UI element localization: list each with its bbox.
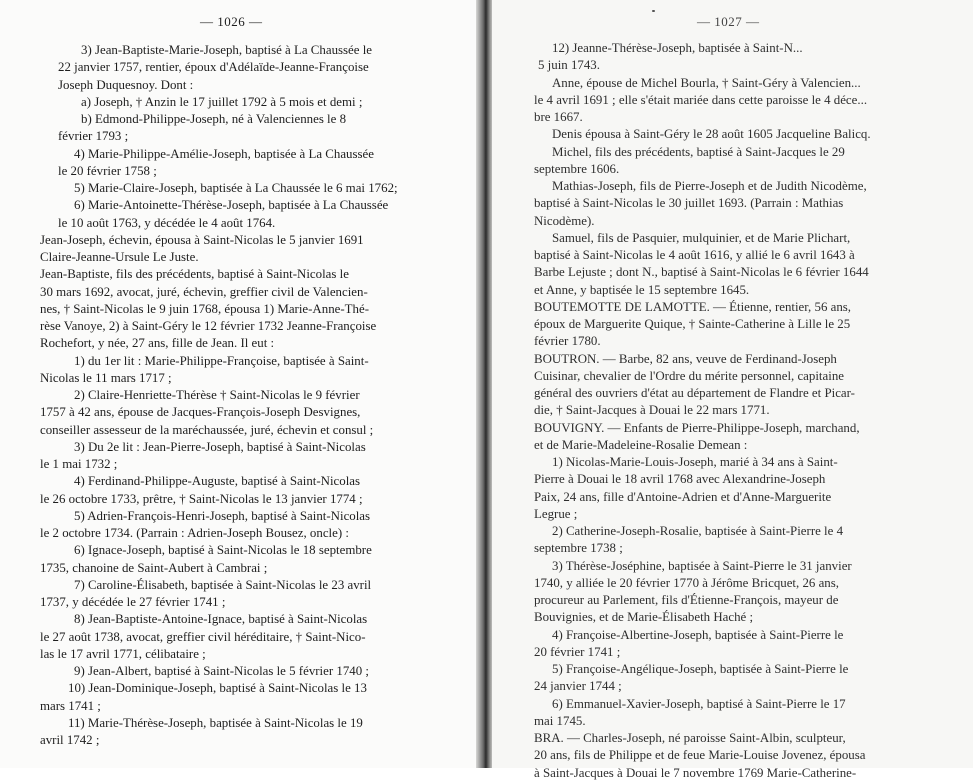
text-line: 1735, chanoine de Saint-Aubert à Cambrai ; bbox=[40, 560, 268, 575]
text-line: 7) Caroline-Élisabeth, baptisée à Saint-Nicolas le 23 avril bbox=[74, 577, 372, 592]
text-line: nes, † Saint-Nicolas le 9 juin 1768, épousa 1) Marie-Anne-Thé- bbox=[40, 301, 369, 316]
text-line: 10) Jean-Dominique-Joseph, baptisé à Saint-Nicolas le 13 bbox=[68, 681, 367, 696]
text-line: 8) Jean-Baptiste-Antoine-Ignace, baptisé à Saint-Nicolas bbox=[74, 612, 368, 627]
text-line: 1740, y alliée le 20 février 1770 à Jérôme Bricquet, 26 ans, bbox=[534, 575, 839, 590]
text-line: 1) Nicolas-Marie-Louis-Joseph, marié à 34 ans à Saint- bbox=[552, 455, 838, 469]
right-page bbox=[492, 0, 973, 780]
text-line: 1737, y décédée le 27 février 1741 ; bbox=[40, 595, 226, 609]
text-line: le 26 octobre 1733, prêtre, † Saint-Nicolas le 13 janvier 1774 ; bbox=[40, 491, 363, 506]
text-line: le 20 février 1758 ; bbox=[58, 163, 157, 178]
text-line: baptisé à Saint-Nicolas le 4 août 1616, y allié le 6 avril 1643 à bbox=[534, 248, 855, 262]
text-line: 6) Marie-Antoinette-Thérèse-Joseph, baptisée à La Chaussée bbox=[74, 198, 389, 213]
text-line: Cuisinar, chevalier de l'Ordre du mérite personnel, capitaine bbox=[534, 368, 844, 383]
text-line: 2) Claire-Henriette-Thérèse † Saint-Nicolas le 9 février bbox=[74, 388, 360, 402]
text-line: septembre 1738 ; bbox=[534, 541, 623, 556]
text-line: mars 1741 ; bbox=[40, 698, 101, 713]
text-line: le 1 mai 1732 ; bbox=[40, 457, 118, 471]
left-page-number: — 1026 — bbox=[200, 14, 263, 29]
text-line: las le 17 avril 1771, célibataire ; bbox=[40, 646, 206, 661]
text-line: 1) du 1er lit : Marie-Philippe-Françoise, baptisée à Saint- bbox=[74, 353, 369, 368]
text-line: février 1780. bbox=[534, 334, 601, 349]
text-line: février 1793 ; bbox=[58, 129, 129, 144]
text-line: rèse Vanoye, 2) à Saint-Géry le 12 février 1732 Jeanne-Françoise bbox=[40, 319, 377, 333]
text-line: Pierre à Douai le 18 avril 1768 avec Alexandrine-Joseph bbox=[534, 472, 826, 487]
text-line: mai 1745. bbox=[534, 713, 586, 728]
text-line: 6) Emmanuel-Xavier-Joseph, baptisé à Saint-Pierre le 17 bbox=[552, 696, 846, 711]
text-line: procureur au Parlement, fils d'Étienne-François, mayeur de bbox=[534, 593, 839, 607]
text-line: 1757 à 42 ans, épouse de Jacques-François-Joseph Desvignes, bbox=[40, 405, 361, 420]
text-line: BOUTEMOTTE DE LAMOTTE. — Étienne, rentier, 56 ans, bbox=[534, 299, 852, 314]
text-line: 20 ans, fils de Philippe et de feue Marie-Louise Jovenez, épousa bbox=[534, 748, 866, 763]
text-line: BRA. — Charles-Joseph, né paroisse Saint-Albin, sculpteur, bbox=[534, 731, 846, 745]
text-line: Barbe Lejuste ; dont N., baptisé à Saint-Nicolas le 6 février 1644 bbox=[534, 265, 869, 280]
text-line: 6) Ignace-Joseph, baptisé à Saint-Nicolas le 18 septembre bbox=[74, 543, 372, 558]
text-line: die, † Saint-Jacques à Douai le 22 mars 1771. bbox=[534, 403, 770, 418]
text-line: 30 mars 1692, avocat, juré, échevin, greffier civil de Valencien- bbox=[40, 284, 368, 299]
right-page-text bbox=[512, 40, 912, 782]
text-line: bre 1667. bbox=[534, 110, 583, 124]
text-line: septembre 1606. bbox=[534, 161, 620, 176]
text-line: Samuel, fils de Pasquier, mulquinier, et de Marie Plichart, bbox=[552, 230, 851, 245]
text-line: conseiller assesseur de la maréchaussée, juré, échevin et consul ; bbox=[40, 422, 374, 437]
text-line: BOUTRON. — Barbe, 82 ans, veuve de Ferdinand-Joseph bbox=[534, 351, 837, 366]
right-page-number: — 1027 — bbox=[697, 14, 760, 29]
text-line: Paix, 24 ans, fille d'Antoine-Adrien et d'Anne-Marguerite bbox=[534, 489, 832, 504]
text-line: BOUVIGNY. — Enfants de Pierre-Philippe-Joseph, marchand, bbox=[534, 420, 860, 435]
text-line: et de Marie-Madeleine-Rosalie Demean : bbox=[534, 437, 748, 452]
text-line: 4) Marie-Philippe-Amélie-Joseph, baptisée à La Chaussée bbox=[74, 146, 374, 161]
text-line: 9) Jean-Albert, baptisé à Saint-Nicolas le 5 février 1740 ; bbox=[74, 664, 369, 678]
text-line: Jean-Joseph, échevin, épousa à Saint-Nicolas le 5 janvier 1691 bbox=[40, 232, 364, 247]
text-line: 4) Ferdinand-Philippe-Auguste, baptisé à Saint-Nicolas bbox=[74, 474, 361, 489]
text-line: Denis épousa à Saint-Géry le 28 août 1605 Jacqueline Balicq. bbox=[552, 127, 871, 142]
text-line: b) Edmond-Philippe-Joseph, né à Valenciennes le 8 bbox=[81, 112, 347, 126]
text-line: 11) Marie-Thérèse-Joseph, baptisée à Saint-Nicolas le 19 bbox=[68, 715, 363, 730]
text-line: 24 janvier 1744 ; bbox=[534, 679, 622, 694]
text-line: 2) Catherine-Joseph-Rosalie, baptisée à Saint-Pierre le 4 bbox=[552, 524, 844, 538]
text-line: Bouvignies, et de Marie-Élisabeth Haché ; bbox=[534, 610, 754, 625]
text-line: Joseph Duquesnoy. Dont : bbox=[58, 77, 194, 92]
text-line: Anne, épouse de Michel Bourla, † Saint-Géry à Valencien... bbox=[552, 75, 861, 90]
text-line: Mathias-Joseph, fils de Pierre-Joseph et de Judith Nicodème, bbox=[552, 179, 867, 193]
text-line: Nicodème). bbox=[534, 213, 595, 228]
text-line: le 2 octobre 1734. (Parrain : Adrien-Joseph Bousez, oncle) : bbox=[40, 526, 349, 540]
text-line: 3) Du 2e lit : Jean-Pierre-Joseph, baptisé à Saint-Nicolas bbox=[74, 439, 366, 454]
text-line: 3) Jean-Baptiste-Marie-Joseph, baptisé à La Chaussée le bbox=[81, 43, 373, 57]
text-line: a) Joseph, † Anzin le 17 juillet 1792 à 5 mois et demi ; bbox=[81, 94, 363, 109]
text-line: 5 juin 1743. bbox=[538, 58, 600, 73]
text-line: époux de Marguerite Quique, † Sainte-Catherine à Lille le 25 bbox=[534, 317, 851, 331]
text-line: à Saint-Jacques à Douai le 7 novembre 1769 Marie-Catherine- bbox=[534, 765, 857, 780]
text-line: Claire-Jeanne-Ursule Le Juste. bbox=[40, 250, 199, 264]
text-line: 5) Françoise-Angélique-Joseph, baptisée à Saint-Pierre le bbox=[552, 662, 849, 676]
text-line: 20 février 1741 ; bbox=[534, 644, 621, 659]
text-line: Nicolas le 11 mars 1717 ; bbox=[40, 370, 172, 385]
text-line: 12) Jeanne-Thérèse-Joseph, baptisée à Saint-N... bbox=[552, 41, 803, 55]
text-line: avril 1742 ; bbox=[40, 733, 100, 747]
text-line: 22 janvier 1757, rentier, époux d'Adélaïde-Jeanne-Françoise bbox=[58, 60, 369, 75]
text-line: Michel, fils des précédents, baptisé à Saint-Jacques le 29 bbox=[552, 144, 845, 159]
text-line: Rochefort, y née, 27 ans, fille de Jean. Il eut : bbox=[40, 336, 275, 351]
text-line: et Anne, y baptisée le 15 septembre 1645. bbox=[534, 282, 750, 297]
text-line: le 4 avril 1691 ; elle s'était mariée dans cette paroisse le 4 déce... bbox=[534, 92, 868, 107]
text-line: le 27 août 1738, avocat, greffier civil héréditaire, † Saint-Nico- bbox=[40, 629, 366, 644]
text-line: 3) Thérèse-Joséphine, baptisée à Saint-Pierre le 31 janvier bbox=[552, 558, 852, 573]
text-line: Jean-Baptiste, fils des précédents, baptisé à Saint-Nicolas le bbox=[40, 267, 349, 282]
text-line: 5) Adrien-François-Henri-Joseph, baptisé à Saint-Nicolas bbox=[74, 508, 371, 523]
text-line: général des ouvriers d'état au département de Flandre et Picar- bbox=[534, 386, 855, 400]
print-speck bbox=[652, 10, 655, 12]
text-line: baptisé à Saint-Nicolas le 30 juillet 1693. (Parrain : Mathias bbox=[534, 196, 844, 211]
left-page-text bbox=[40, 42, 440, 749]
text-line: 5) Marie-Claire-Joseph, baptisée à La Chaussée le 6 mai 1762; bbox=[74, 181, 398, 195]
left-page bbox=[0, 0, 478, 768]
text-line: 4) Françoise-Albertine-Joseph, baptisée à Saint-Pierre le bbox=[552, 627, 844, 642]
text-line: le 10 août 1763, y décédée le 4 août 1764. bbox=[58, 215, 276, 230]
text-line: Legrue ; bbox=[534, 506, 578, 521]
